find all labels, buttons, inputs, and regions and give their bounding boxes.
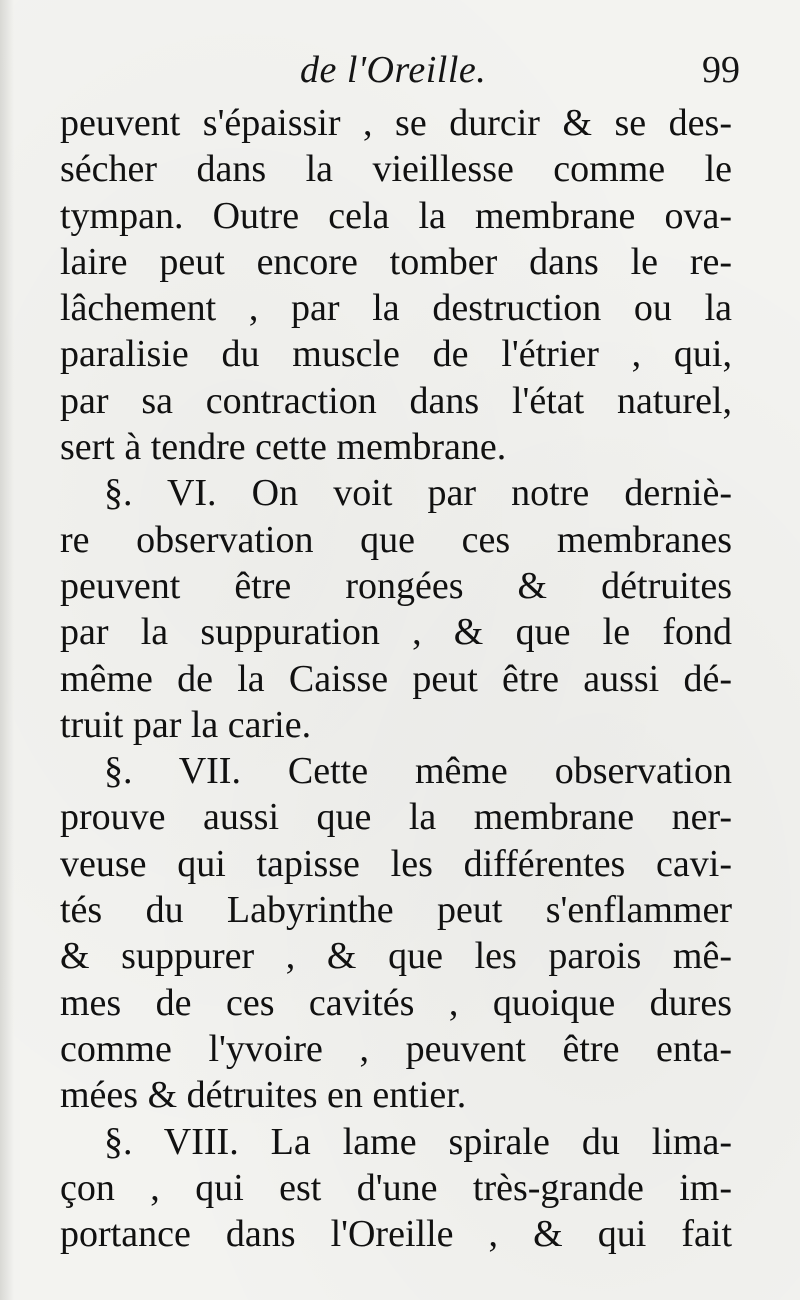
running-head [60, 46, 740, 96]
text-line: peuvent être rongées & détruites [60, 564, 732, 607]
text-line: peuvent s'épaissir , se durcir & se des- [60, 102, 732, 144]
text-line: truit par la carie. [60, 703, 312, 746]
text-line: comme l'yvoire , peuvent être enta- [60, 1027, 732, 1070]
text-line: re observation que ces membranes [60, 518, 732, 561]
page-number: 99 [702, 49, 740, 91]
text-line: sert à tendre cette membrane. [60, 426, 507, 469]
running-title: de l'Oreille. [300, 49, 487, 91]
text-line: veuse qui tapisse les différentes cavi- [60, 842, 732, 885]
section-heading-line: §. VII. Cette même observation [104, 750, 732, 793]
text-line: par sa contraction dans l'état naturel, [60, 379, 732, 422]
text-line: tympan. Outre cela la membrane ova- [60, 194, 732, 237]
section-heading-line: §. VIII. La lame spirale du lima- [104, 1120, 732, 1163]
text-line: tés du Labyrinthe peut s'enflammer [60, 889, 732, 932]
page-binding-shadow [0, 0, 14, 1300]
text-line: mées & détruites en entier. [60, 1074, 467, 1117]
text-line: laire peut encore tomber dans le re- [60, 240, 732, 283]
body-text [60, 100, 732, 1257]
text-line: & suppurer , & que les parois mê- [60, 935, 732, 978]
text-line: portance dans l'Oreille , & qui fait [60, 1213, 732, 1256]
text-line: paralisie du muscle de l'étrier , qui, [60, 333, 732, 376]
text-line: çon , qui est d'une très-grande im- [60, 1166, 732, 1209]
text-line: prouve aussi que la membrane ner- [60, 796, 732, 839]
text-line: même de la Caisse peut être aussi dé- [60, 657, 732, 700]
text-line: mes de ces cavités , quoique dures [60, 981, 732, 1024]
text-line: lâchement , par la destruction ou la [60, 287, 732, 330]
text-line: sécher dans la vieillesse comme le [60, 148, 732, 191]
text-line: par la suppuration , & que le fond [60, 611, 732, 654]
section-heading-line: §. VI. On voit par notre derniè- [104, 472, 732, 515]
